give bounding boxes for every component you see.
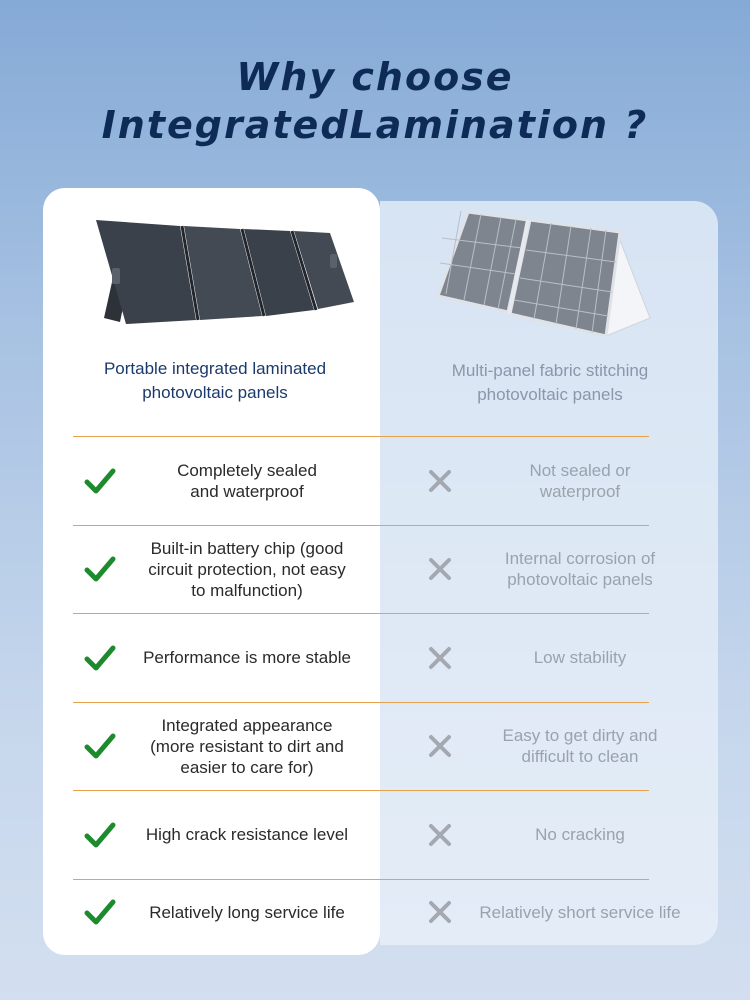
con-text [456, 613, 704, 702]
cross-icon [427, 899, 453, 925]
pro-text [118, 613, 376, 702]
pro-text [118, 702, 376, 790]
pro-text-line: and waterproof [190, 481, 304, 501]
pro-text-line: Integrated appearance [161, 715, 333, 735]
pro-text-line: Relatively long service life [149, 902, 345, 922]
pro-text-line: to malfunction) [191, 580, 303, 600]
con-text-line: Low stability [533, 648, 627, 667]
check-icon [84, 644, 116, 672]
check-icon [84, 555, 116, 583]
pro-text-line: circuit protection, not easy [148, 559, 346, 579]
check-icon [84, 898, 116, 926]
pro-text-line: Completely sealed [177, 460, 317, 480]
con-text [456, 525, 704, 613]
pro-text-line: (more resistant to dirt and [150, 736, 344, 756]
con-text-line: Easy to get dirty and [502, 726, 658, 745]
pro-text-line: easier to care for) [180, 757, 314, 777]
con-text-line: No cracking [535, 825, 625, 844]
con-text-line: Internal corrosion of [504, 549, 656, 568]
check-icon [84, 467, 116, 495]
con-text-line: Relatively short service life [479, 902, 681, 922]
pro-text [118, 436, 376, 525]
folded-solar-panel-image [92, 210, 360, 335]
stitched-panel-label: Multi-panel fabric stitching photovoltaic panels [451, 361, 649, 404]
standing-solar-panel-image [436, 208, 658, 358]
page-title-line1: Why choose [236, 55, 514, 99]
check-icon [84, 821, 116, 849]
cross-icon [427, 556, 453, 582]
page-title-line2: IntegratedLamination ? [101, 103, 649, 147]
pro-text [118, 525, 376, 613]
con-text [456, 790, 704, 879]
con-text [456, 436, 704, 525]
con-text-line: waterproof [539, 481, 621, 501]
con-text [456, 879, 704, 945]
check-icon [84, 732, 116, 760]
pro-text-line: Performance is more stable [143, 648, 351, 667]
pro-text-line: Built-in battery chip (good [150, 538, 344, 558]
cross-icon [427, 822, 453, 848]
pro-text [118, 879, 376, 945]
con-text-line: photovoltaic panels [507, 570, 653, 589]
integrated-panel-label: Portable integrated laminated photovoltaic panels [103, 359, 327, 402]
cross-icon [427, 468, 453, 494]
cross-icon [427, 645, 453, 671]
cross-icon [427, 733, 453, 759]
con-text-line: Not sealed or [529, 460, 631, 480]
con-text [456, 702, 704, 790]
con-text-line: difficult to clean [521, 747, 639, 766]
pro-text-line: High crack resistance level [145, 825, 349, 844]
pro-text [118, 790, 376, 879]
